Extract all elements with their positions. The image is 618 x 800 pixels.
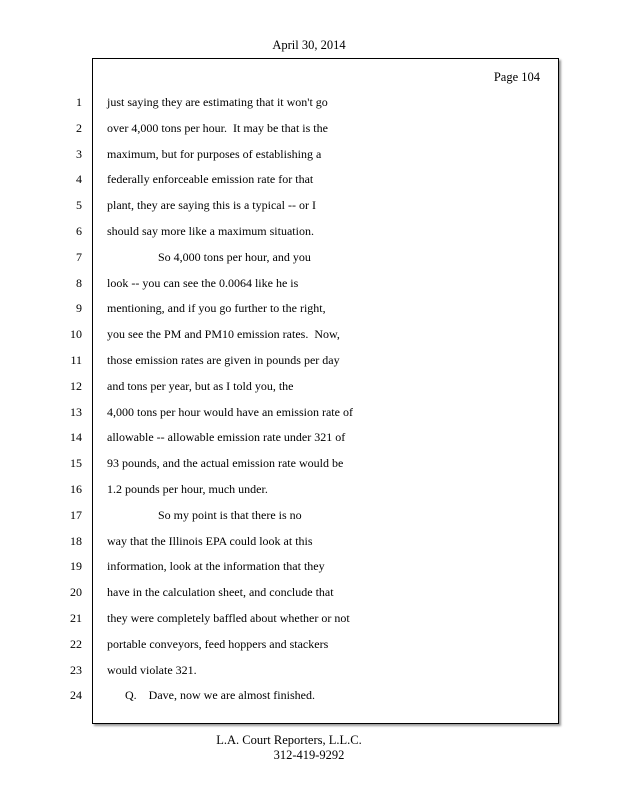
line-number: 16	[70, 482, 82, 496]
line-number: 20	[70, 585, 82, 600]
transcript-line: Q. Dave, now we are almost finished.	[107, 688, 315, 703]
transcript-line: way that the Illinois EPA could look at this	[107, 533, 313, 548]
transcript-line: So my point is that there is no	[107, 507, 302, 522]
transcript-line: maximum, but for purposes of establishing a	[107, 146, 322, 161]
transcript-line: just saying they are estimating that it won't go	[107, 95, 328, 109]
transcript-line: information, look at the information that they	[107, 559, 325, 574]
transcript-line: 1.2 pounds per hour, much under.	[107, 482, 268, 496]
transcript-line: over 4,000 tons per hour. It may be that is the	[107, 120, 328, 135]
line-number: 2	[76, 120, 82, 135]
line-number: 12	[70, 378, 82, 393]
transcript-line: those emission rates are given in pounds per day	[107, 353, 340, 367]
transcript-line: mentioning, and if you go further to the right,	[107, 301, 326, 316]
line-number: 23	[70, 662, 82, 677]
court-reporter-phone: 312-419-9292	[273, 748, 345, 762]
line-number: 14	[70, 430, 82, 445]
transcript-line: federally enforceable emission rate for that	[107, 172, 314, 187]
transcript-line: they were completely baffled about whether or not	[107, 611, 350, 625]
court-reporter-company: L.A. Court Reporters, L.L.C.	[216, 733, 362, 747]
transcript-line: look -- you can see the 0.0064 like he is	[107, 275, 299, 290]
transcript-line: have in the calculation sheet, and conclude that	[107, 585, 334, 600]
page-number: Page 104	[493, 70, 540, 84]
line-number: 7	[76, 249, 82, 264]
line-number: 6	[76, 224, 82, 238]
transcript-line: and tons per year, but as I told you, the	[107, 378, 294, 393]
line-number: 1	[76, 95, 82, 109]
line-number: 10	[70, 327, 82, 342]
line-number: 18	[70, 533, 82, 548]
transcript-line: plant, they are saying this is a typical -- or I	[107, 198, 316, 213]
line-number: 19	[70, 559, 82, 574]
line-number: 13	[70, 404, 82, 419]
transcript-line: you see the PM and PM10 emission rates. Now,	[107, 327, 340, 342]
transcript-line: 93 pounds, and the actual emission rate would be	[107, 456, 344, 471]
transcript-date: April 30, 2014	[272, 38, 346, 52]
line-number: 9	[76, 301, 82, 316]
line-number: 3	[76, 146, 82, 161]
line-number: 17	[70, 507, 82, 522]
transcript-line: portable conveyors, feed hoppers and stackers	[107, 636, 329, 651]
transcript-line: So 4,000 tons per hour, and you	[107, 249, 311, 264]
transcript-line: would violate 321.	[107, 662, 197, 677]
line-number: 4	[76, 172, 82, 187]
transcript-line: allowable -- allowable emission rate under 321 of	[107, 430, 346, 445]
line-number: 24	[70, 688, 82, 703]
line-number: 8	[76, 275, 82, 290]
line-number: 22	[70, 636, 82, 651]
line-number: 15	[70, 456, 82, 471]
transcript-line: should say more like a maximum situation.	[107, 224, 314, 238]
line-number: 11	[70, 353, 82, 367]
line-number: 5	[76, 198, 82, 213]
transcript-line: 4,000 tons per hour would have an emission rate of	[107, 404, 353, 419]
line-number: 21	[70, 611, 82, 625]
